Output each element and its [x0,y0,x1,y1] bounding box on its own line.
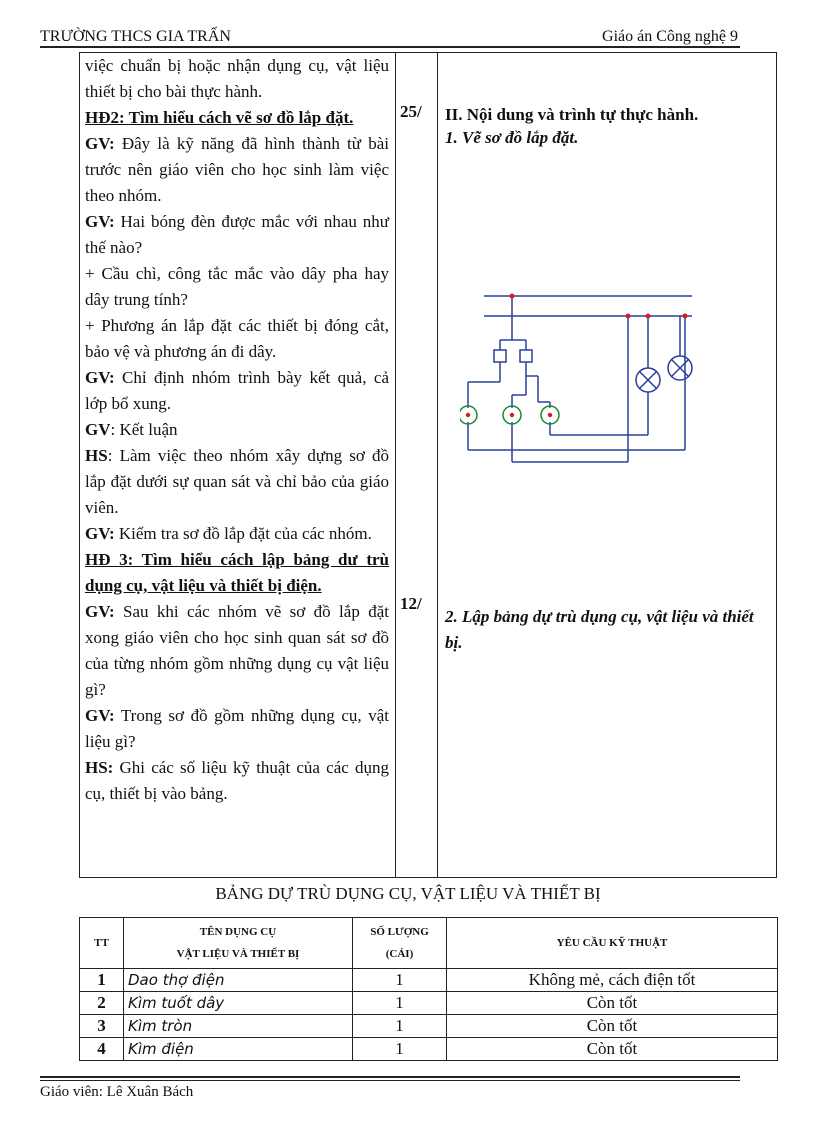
time-label-2: 12/ [400,594,422,613]
activity-paragraph: + Phương án lắp đặt các thiết bị đóng cắt, bảo vệ và phương án đi dây. [85,316,389,361]
header-rule [40,46,740,48]
activities-column [85,53,389,807]
activity-heading: HĐ 3: Tìm hiểu cách lập bảng dư trù dụng cụ, vật liệu và thiết bị điện. [85,550,389,595]
activity-paragraph: việc chuẩn bị hoặc nhận dụng cụ, vật liệu thiết bị cho bài thực hành. [85,56,389,101]
teacher-name: Giáo viên: Lê Xuân Bách [40,1084,194,1100]
activity-paragraph: GV: Đây là kỹ năng đã hình thành từ bài trước nên giáo viên cho học sinh làm việc theo nhóm. [85,134,389,205]
activity-paragraph: HS: Ghi các số liệu kỹ thuật của các dụng cụ, thiết bị vào bảng. [85,758,389,803]
activity-paragraph: HS: Làm việc theo nhóm xây dựng sơ đồ lắp đặt dưới sự quan sát và chỉ bảo của giáo viên. [85,446,389,517]
activity-paragraph: GV: Sau khi các nhóm vẽ sơ đồ lắp đặt xong giáo viên cho học sinh quan sát sơ đồ của từng nhóm gồm những dụng cụ vật liệu gì? [85,602,389,699]
subheading-diagram: 1. Vẽ sơ đồ lắp đặt. [445,128,579,147]
activity-paragraph: GV: Kiểm tra sơ đồ lắp đặt của các nhóm. [85,524,372,543]
subheading-table: 2. Lập bảng dự trù dụng cụ, vật liệu và thiết bị. [445,607,754,652]
header-qty: SỐ LƯỢNG (CÁI) [353,918,447,969]
activity-paragraph: GV: Kết luận [85,420,178,439]
subject-title: Giáo án Công nghệ 9 [602,28,738,45]
table-header-row [80,918,778,969]
activity-paragraph: GV: Chỉ định nhóm trình bày kết quả, cả lớp bổ xung. [85,368,389,413]
footer-rule [40,1076,740,1078]
header-req: YÊU CẦU KỸ THUẬT [447,918,778,969]
table-row: 4 Kìm điện 1 Còn tốt [80,1038,778,1061]
footer-rule-thin [40,1080,740,1081]
table-row: 3 Kìm tròn 1 Còn tốt [80,1015,778,1038]
header-name: TÊN DỤNG CỤ VẬT LIỆU VÀ THIẾT BỊ [124,918,353,969]
activity-paragraph: + Cầu chì, công tắc mắc vào dây pha hay dây trung tính? [85,264,389,309]
table-title: BẢNG DỰ TRÙ DỤNG CỤ, VẬT LIỆU VÀ THIẾT BỊ [215,884,601,903]
wiring-diagram [460,290,700,470]
header-tt: TT [80,918,124,969]
activity-paragraph: GV: Trong sơ đồ gồm những dụng cụ, vật liệu gì? [85,706,389,751]
activity-heading: HĐ2: Tìm hiểu cách vẽ sơ đồ lắp đặt. [85,108,354,127]
column-divider-2 [437,52,438,878]
activity-paragraph: GV: Hai bóng đèn được mắc với nhau như thế nào? [85,212,389,257]
equipment-table [79,917,778,1061]
school-name: TRƯỜNG THCS GIA TRẤN [40,28,231,45]
table-row: 1 Dao thợ điện 1 Không mẻ, cách điện tốt [80,969,778,992]
column-divider-1 [395,52,396,878]
section-heading: II. Nội dung và trình tự thực hành. [445,105,699,124]
table-row: 2 Kìm tuốt dây 1 Còn tốt [80,992,778,1015]
time-label-1: 25/ [400,102,422,121]
